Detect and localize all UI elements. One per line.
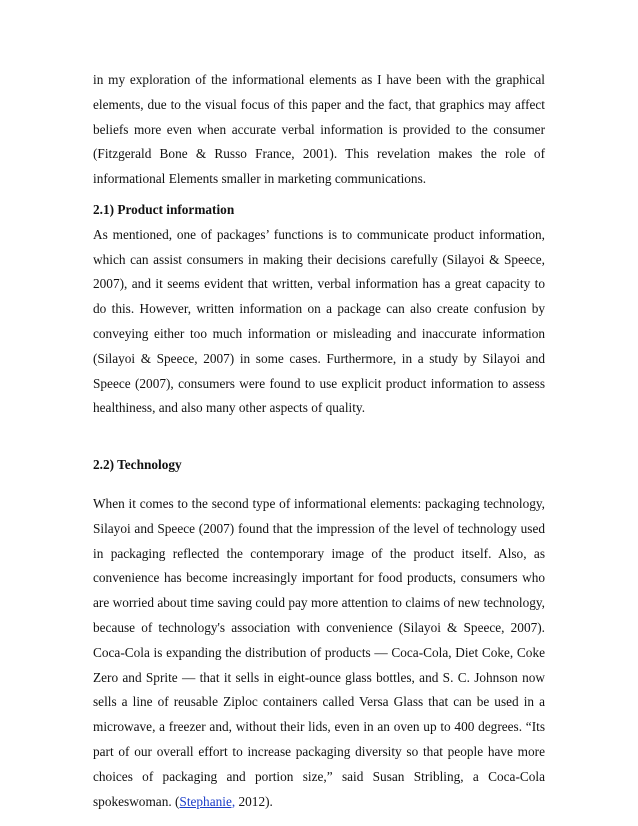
citation-link-stephanie[interactable]: Stephanie, xyxy=(179,793,236,809)
intro-paragraph: in my exploration of the informational elements as I have been with the graphical elements, due to the visual focus of this paper and the fact, that graphics may affect beliefs more even when accurate verbal information is provided to the consumer (Fitzgerald Bone & Russo France, 2001). This revelation makes the role of informational Elements smaller in marketing communications. xyxy=(93,72,545,187)
section-heading-technology: 2.2) Technology xyxy=(93,457,182,473)
section-heading-product-information: 2.1) Product information xyxy=(93,201,235,217)
product-information-paragraph: As mentioned, one of packages’ functions is to communicate product information, which can assist consumers in making their decisions carefully (Silayoi & Speece, 2007), and it seems evident that written, verbal information has a great capacity to do this. However, written information on a package can also create confusion by conveying either too much information or misleading and inaccurate information (Silayoi & Speece, 2007) in some cases. Furthermore, in a study by Silayoi and Speece (2007), consumers were found to use explicit product information to assess healthiness, and also many other aspects of quality. xyxy=(93,226,545,416)
technology-paragraph xyxy=(93,492,545,814)
document-page xyxy=(93,68,545,814)
technology-text: When it comes to the second type of informational elements: packaging technology, Silayoi and Speece (2007) found that the impression of the level of technology used in packaging reflected the contemporary image of the product itself. Also, as convenience has become increasingly important for food products, consumers who are worried about time saving could pay more attention to claims of new technology, because of technology's association with convenience (Silayoi & Speece, 2007). Coca-Cola is expanding the distribution of products — Coca-Cola, Diet Coke, Coke Zero and Sprite — that it sells in eight-ounce glass bottles, and S. C. Johnson now sells a line of reusable Ziploc containers called Versa Glass that can be used in a microwave, a freezer and, without their lids, even in an oven up to 400 degrees. “Its part of our overall effort to increase packaging diversity so that people have more choices of packaging and portion size,” said Susan Stribling, a Coca-Cola spokeswoman. ( xyxy=(93,495,545,809)
technology-text-end: 2012). xyxy=(235,793,273,809)
